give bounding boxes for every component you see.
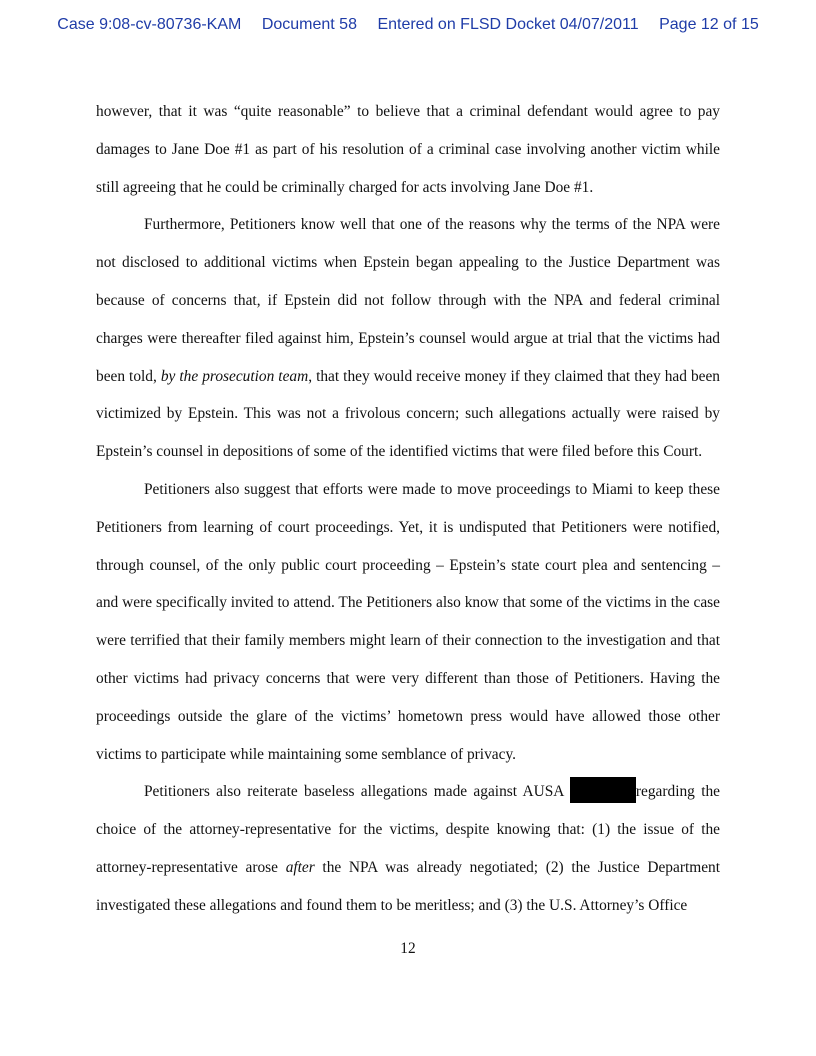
paragraph-2-italic: by the prosecution team xyxy=(160,367,309,385)
paragraph-2-text-b: , that they would receive money if they claimed that they had been victimized by Epstein. This was not a frivolous concern; such allegations actually were raised by Epstein’s counsel in depositions of some of the identified victims that were filed before this Court. xyxy=(96,367,720,461)
redaction-box xyxy=(570,777,636,803)
case-number: Case 9:08-cv-80736-KAM xyxy=(57,16,242,33)
paragraph-4-text-b: regarding the choice of the attorney-representative for the victims, despite knowing that: (1) the issue of the attorney-representative arose xyxy=(96,783,720,876)
docket-header xyxy=(0,16,816,34)
paragraph-2 xyxy=(96,206,720,471)
paragraph-4 xyxy=(96,773,720,924)
document-number: Document 58 xyxy=(261,16,357,33)
document-body xyxy=(96,93,720,925)
paragraph-2-text-a: Furthermore, Petitioners know well that one of the reasons why the terms of the NPA were not disclosed to additional victims when Epstein began appealing to the Justice Department was because of concerns that, if Epstein did not follow through with the NPA and federal criminal charges were thereafter filed against him, Epstein’s counsel would argue at trial that the victims had been told, xyxy=(96,216,720,385)
paragraph-4-text-c: the NPA was already negotiated; (2) the Justice Department investigated these allegations and found them to be meritless; and (3) the U.S. Attorney’s Office xyxy=(96,858,721,914)
page-number: 12 xyxy=(400,940,416,957)
paragraph-4-italic: after xyxy=(285,858,315,876)
paragraph-1: however, that it was “quite reasonable” to believe that a criminal defendant would agree to pay damages to Jane Doe #1 as part of his resolution of a criminal case involving another victim while still agreeing that he could be criminally charged for acts involving Jane Doe #1. xyxy=(96,103,720,196)
page-indicator: Page 12 of 15 xyxy=(659,16,759,33)
paragraph-4-text-a: Petitioners also reiterate baseless allegations made against AUSA xyxy=(144,783,570,801)
docket-entry: Entered on FLSD Docket 04/07/2011 xyxy=(377,16,639,33)
paragraph-3: Petitioners also suggest that efforts were made to move proceedings to Miami to keep these Petitioners from learning of court proceedings. Yet, it is undisputed that Petitioners were notified, through counsel, of the only public court proceeding – Epstein’s state court plea and sentencing – and were specifically invited to attend. The Petitioners also know that some of the victims in the case were terrified that their family members might learn of their connection to the investigation and that other victims had privacy concerns that were very different than those of Petitioners. Having the proceedings outside the glare of the victims’ hometown press would have allowed those other victims to participate while maintaining some semblance of privacy. xyxy=(96,480,720,763)
